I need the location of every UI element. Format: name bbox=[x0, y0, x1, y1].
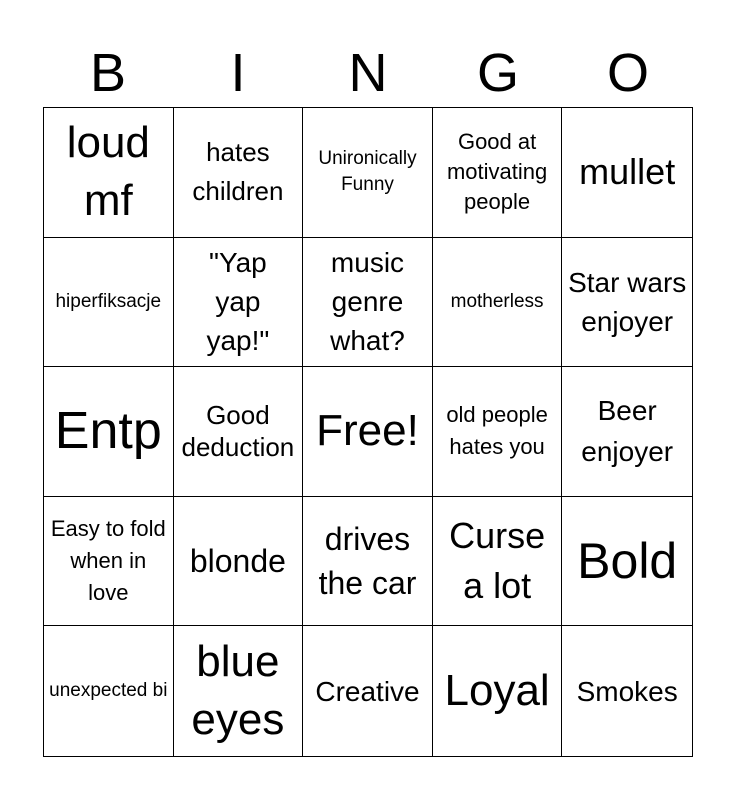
cell-text: Free! bbox=[316, 406, 419, 456]
bingo-cell[interactable] bbox=[303, 238, 433, 368]
cell-text: hates children bbox=[192, 137, 284, 207]
cell-text: Good at motivating people bbox=[446, 129, 548, 215]
cell-text: loud mf bbox=[66, 118, 150, 226]
bingo-cell[interactable] bbox=[303, 367, 433, 497]
cell-text: Unironically Funny bbox=[318, 148, 417, 196]
cell-text: hiperfiksacje bbox=[55, 290, 162, 312]
cell-text: Curse a lot bbox=[449, 515, 546, 607]
bingo-cell[interactable] bbox=[433, 238, 563, 368]
cell-text: Smokes bbox=[576, 675, 678, 707]
bingo-cell[interactable] bbox=[303, 497, 433, 627]
bingo-cell[interactable] bbox=[174, 367, 304, 497]
bingo-cell[interactable] bbox=[433, 108, 563, 238]
bingo-cell[interactable] bbox=[44, 367, 174, 497]
cell-text: old people hates you bbox=[446, 402, 548, 460]
bingo-cell[interactable] bbox=[174, 108, 304, 238]
cell-text: Easy to fold when in love bbox=[50, 516, 166, 606]
cell-text: music genre what? bbox=[330, 247, 405, 357]
bingo-cell[interactable] bbox=[174, 497, 304, 627]
bingo-cell[interactable] bbox=[174, 626, 304, 756]
cell-text: unexpected bi bbox=[49, 680, 168, 702]
header-letter-b: B bbox=[89, 43, 127, 103]
cell-text: blonde bbox=[189, 543, 286, 580]
bingo-cell[interactable] bbox=[44, 238, 174, 368]
cell-text: motherless bbox=[450, 290, 544, 312]
header-letter-i: I bbox=[230, 43, 246, 103]
header-letter-n: N bbox=[348, 43, 388, 103]
bingo-cell[interactable] bbox=[433, 367, 563, 497]
bingo-cell[interactable] bbox=[303, 108, 433, 238]
cell-text: mullet bbox=[579, 151, 676, 193]
cell-text: "Yap yap yap!" bbox=[206, 247, 270, 357]
bingo-cell[interactable] bbox=[433, 626, 563, 756]
bingo-cell[interactable] bbox=[562, 497, 692, 627]
bingo-cell[interactable] bbox=[303, 626, 433, 756]
bingo-cell[interactable] bbox=[44, 108, 174, 238]
bingo-cell[interactable] bbox=[562, 626, 692, 756]
bingo-board bbox=[43, 107, 693, 757]
bingo-cell[interactable] bbox=[433, 497, 563, 627]
header-letter-g: G bbox=[476, 43, 519, 103]
cell-text: blue eyes bbox=[191, 637, 285, 745]
header-letter-o: O bbox=[606, 43, 649, 103]
cell-text: Good deduction bbox=[181, 400, 295, 463]
bingo-cell[interactable] bbox=[562, 367, 692, 497]
cell-text: Star wars enjoyer bbox=[568, 266, 687, 337]
bingo-cell[interactable] bbox=[562, 238, 692, 368]
cell-text: Bold bbox=[577, 533, 678, 590]
bingo-cell[interactable] bbox=[44, 497, 174, 627]
cell-text: drives the car bbox=[318, 521, 417, 602]
bingo-cell[interactable] bbox=[44, 626, 174, 756]
cell-text: Creative bbox=[315, 675, 420, 707]
bingo-header bbox=[43, 42, 693, 104]
bingo-cell[interactable] bbox=[562, 108, 692, 238]
bingo-cell[interactable] bbox=[174, 238, 304, 368]
cell-text: Loyal bbox=[444, 666, 550, 716]
cell-text: Entp bbox=[54, 402, 162, 461]
cell-text: Beer enjoyer bbox=[581, 395, 674, 468]
